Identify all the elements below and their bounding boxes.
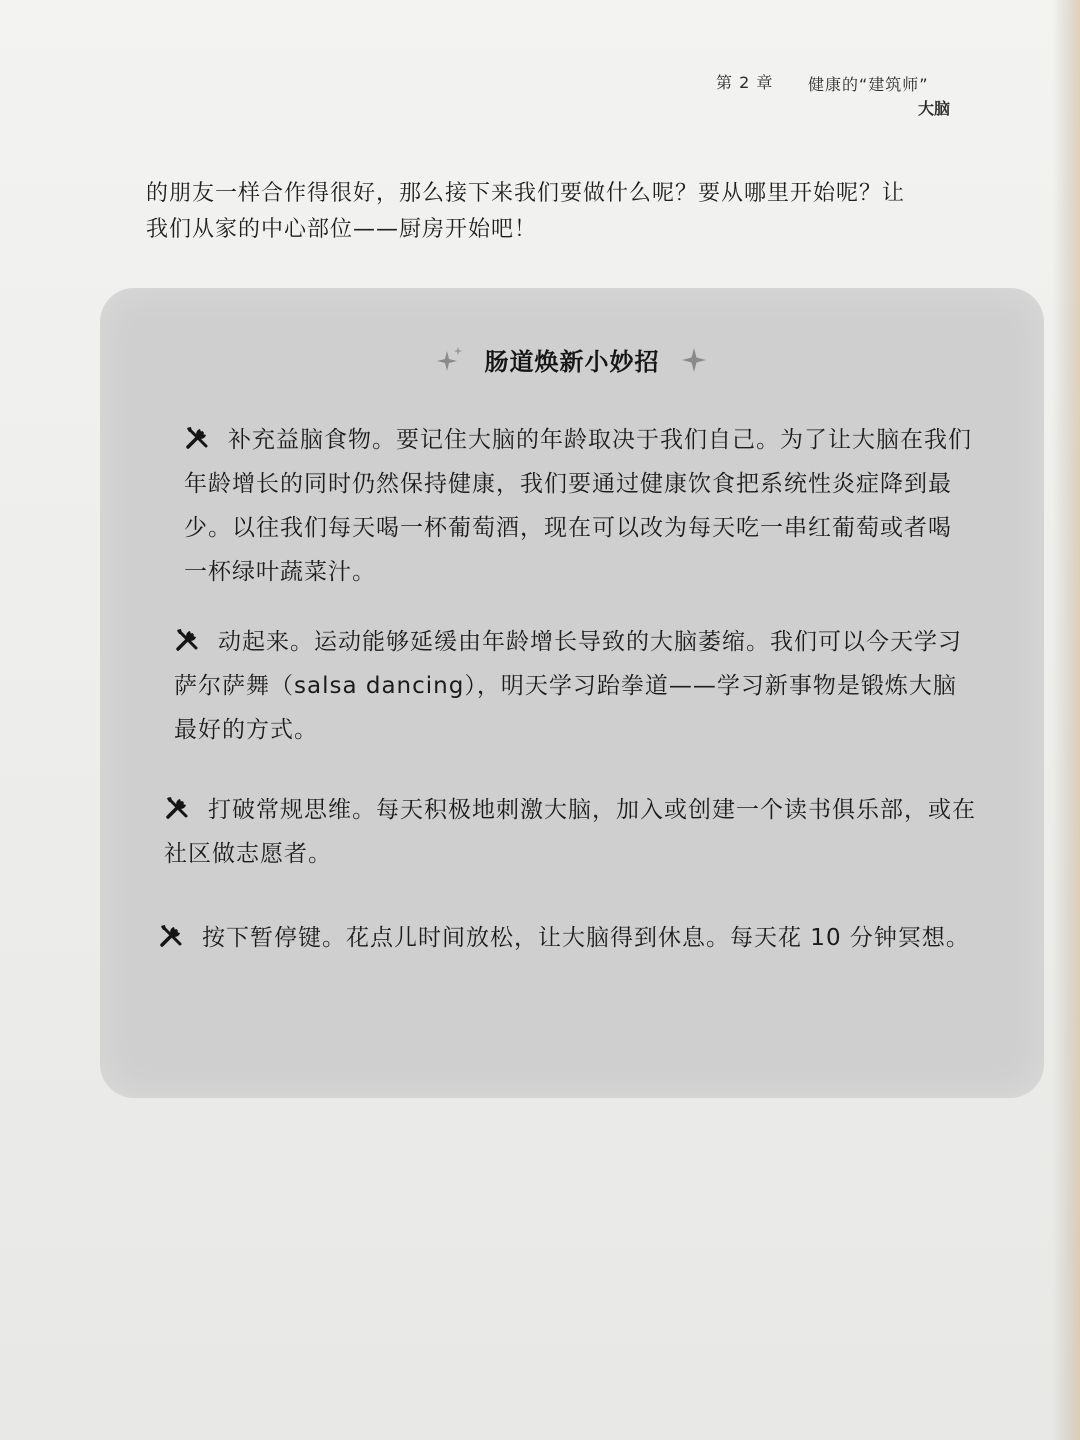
chapter-number: 第 2 章 bbox=[716, 73, 774, 92]
tools-icon bbox=[158, 923, 184, 949]
tip-item bbox=[164, 788, 984, 876]
tip-item bbox=[184, 418, 974, 594]
intro-line: 我们从家的中心部位——厨房开始吧！ bbox=[146, 217, 538, 242]
chapter-subtitle: 健康的“建筑师” bbox=[808, 75, 929, 94]
tools-icon bbox=[184, 425, 210, 451]
tip-item bbox=[158, 916, 998, 960]
chapter-title: 大脑 bbox=[917, 99, 950, 118]
tips-box-header bbox=[100, 342, 1044, 388]
tools-icon bbox=[174, 627, 200, 653]
sparkle-icon bbox=[435, 345, 465, 375]
tips-box-title: 肠道焕新小妙招 bbox=[484, 348, 660, 376]
intro-paragraph bbox=[146, 176, 976, 248]
tip-text: 补充益脑食物。要记住大脑的年龄取决于我们自己。为了让大脑在我们年龄增长的同时仍然保持健康，我们要通过健康饮食把系统性炎症降到最少。以往我们每天喝一杯葡萄酒，现在可以改为每天吃一串红葡萄或者喝一杯绿叶蔬菜汁。 bbox=[184, 427, 972, 585]
running-head bbox=[690, 66, 960, 126]
tip-text: 打破常规思维。每天积极地刺激大脑，加入或创建一个读书俱乐部，或在社区做志愿者。 bbox=[164, 797, 976, 867]
tools-icon bbox=[164, 795, 190, 821]
tips-box bbox=[100, 288, 1044, 1098]
intro-line: 的朋友一样合作得很好，那么接下来我们要做什么呢？要从哪里开始呢？让 bbox=[146, 181, 906, 206]
tip-item bbox=[174, 620, 974, 752]
sparkle-icon bbox=[679, 345, 709, 375]
tip-text: 动起来。运动能够延缓由年龄增长导致的大脑萎缩。我们可以今天学习萨尔萨舞（salsa dancing），明天学习跆拳道——学习新事物是锻炼大脑最好的方式。 bbox=[174, 629, 962, 743]
tip-text: 按下暂停键。花点儿时间放松，让大脑得到休息。每天花 10 分钟冥想。 bbox=[202, 925, 970, 951]
page-edge bbox=[1052, 0, 1080, 1440]
